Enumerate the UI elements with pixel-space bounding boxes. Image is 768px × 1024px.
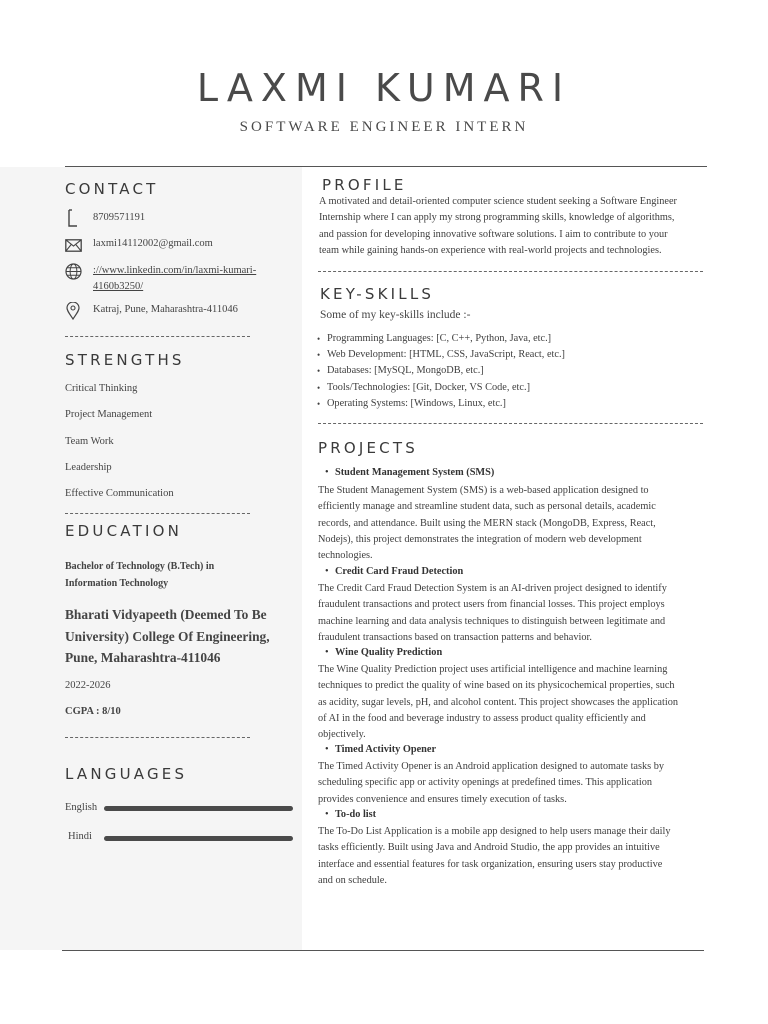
college-line1: Bharati Vidyapeeth (Deemed To Be	[65, 607, 267, 622]
project-line: machine learning and data analysis techniques to distinguish between legitimate and	[318, 615, 666, 627]
education-title: EDUCATION	[65, 522, 182, 540]
project-line: records, and attendance. Built using the MERN stack (MongoDB, Express, React,	[318, 517, 656, 529]
project-line: efficiently manage and streamline student data, such as personal details, academic	[318, 501, 656, 513]
contact-title: CONTACT	[65, 180, 159, 198]
project-line: objectively.	[318, 729, 366, 741]
project-description	[318, 662, 708, 743]
profile-line: A motivated and detail-oriented computer science student seeking a Software Engineer	[319, 196, 677, 207]
profile-title: PROFILE	[322, 176, 407, 194]
strengths-title: STRENGTHS	[65, 351, 185, 369]
language-level-bar	[104, 836, 293, 841]
project-line: interface and essential features for task organization, ensuring users stay productive	[318, 858, 663, 870]
project-description	[318, 824, 708, 889]
resume-name: LAXMI KUMARI	[196, 66, 572, 110]
language-name: English	[65, 802, 98, 813]
project-line: tasks efficiently. Built using Java and Android Studio, the app provides an intuitive	[318, 842, 660, 854]
skill-item: • Databases: [MySQL, MongoDB, etc.]	[317, 363, 707, 379]
mail-icon	[65, 239, 82, 252]
education-years: 2022-2026	[65, 680, 111, 691]
project-line: The Student Management System (SMS) is a web-based application designed to	[318, 485, 649, 496]
globe-icon	[65, 263, 82, 280]
profile-line: Internship where I can apply my strong programming skills, knowledge of algorithms,	[319, 212, 675, 224]
contact-address: Katraj, Pune, Maharashtra-411046	[93, 304, 238, 315]
project-line: technologies.	[318, 550, 373, 562]
resume-role: SOFTWARE ENGINEER INTERN	[239, 119, 529, 135]
education-divider	[65, 737, 250, 738]
college-line2: University) College Of Engineering,	[65, 629, 270, 644]
location-pin-icon	[66, 302, 80, 320]
project-line: Nodejs), this project demonstrates the integration of modern web development	[318, 533, 642, 545]
contact-divider	[65, 336, 250, 337]
phone-icon	[64, 208, 78, 228]
project-line: and on schedule.	[318, 874, 387, 886]
education-cgpa: CGPA : 8/10	[65, 706, 121, 717]
project-line: of AI in the food and beverage industry to assess product quality efficiently and	[318, 712, 646, 724]
project-line: The To-Do List Application is a mobile app designed to help users manage their daily	[318, 826, 671, 837]
project-line: techniques to predict the quality of wine based on its physicochemical properties, such	[318, 680, 675, 692]
footer-divider	[62, 950, 704, 951]
skills-divider	[318, 423, 703, 424]
project-line: scheduling specific app or activity openings at predefined times. This application	[318, 777, 653, 789]
skill-item: • Programming Languages: [C, C++, Python, Java, etc.]	[317, 331, 707, 347]
strength-item: Effective Communication	[65, 488, 174, 499]
project-title: • To-do list	[317, 809, 376, 820]
sidebar	[0, 167, 302, 950]
strength-item: Team Work	[65, 436, 114, 447]
language-level-bar	[104, 806, 293, 811]
project-description	[318, 483, 708, 564]
header-divider	[65, 166, 707, 167]
skill-item: • Web Development: [HTML, CSS, JavaScript, React, etc.]	[317, 347, 707, 363]
profile-text	[319, 194, 709, 259]
project-title: • Student Management System (SMS)	[317, 467, 494, 478]
projects-title: PROJECTS	[318, 439, 418, 457]
skill-item: • Tools/Technologies: [Git, Docker, VS Code, etc.]	[317, 380, 707, 396]
college-line3: Pune, Maharashtra-411046	[65, 650, 221, 665]
strength-item: Project Management	[65, 409, 153, 420]
project-line: fraudulent transactions based on transaction patterns and behavior.	[318, 631, 592, 643]
contact-phone: 8709571191	[93, 212, 146, 223]
project-title: • Wine Quality Prediction	[317, 647, 442, 658]
project-title: • Timed Activity Opener	[317, 744, 436, 755]
languages-title: LANGUAGES	[65, 765, 188, 783]
contact-email[interactable]: laxmi14112002@gmail.com	[93, 238, 213, 249]
project-line: as acidity, sugar levels, pH, and alcohol content. This project showcases the application	[318, 696, 679, 708]
skills-list	[317, 331, 707, 412]
project-line: The Timed Activity Opener is an Android application designed to automate tasks by	[318, 761, 665, 772]
profile-line: team while gaining hands-on experience with real-world projects and technologies.	[319, 244, 662, 256]
language-name: Hindi	[68, 831, 92, 842]
profile-line: and passion for developing innovative software solutions. I aim to contribute to your	[319, 228, 668, 240]
degree-line1: Bachelor of Technology (B.Tech) in	[65, 561, 215, 572]
skill-item: • Operating Systems: [Windows, Linux, etc.]	[317, 396, 707, 412]
contact-linkedin-line1[interactable]: ://www.linkedin.com/in/laxmi-kumari-	[93, 265, 257, 276]
project-description	[318, 759, 708, 808]
project-line: The Wine Quality Prediction project uses artificial intelligence and machine learning	[318, 664, 668, 675]
strengths-divider	[65, 513, 250, 514]
degree-line2: Information Technology	[65, 578, 169, 589]
strength-item: Critical Thinking	[65, 383, 138, 394]
project-line: provides convenience and ensures timely execution of tasks.	[318, 793, 567, 805]
contact-linkedin-line2[interactable]: 4160b3250/	[93, 281, 144, 292]
project-title: • Credit Card Fraud Detection	[317, 566, 463, 577]
profile-divider	[318, 271, 703, 272]
skills-title: KEY-SKILLS	[320, 285, 435, 303]
strength-item: Leadership	[65, 462, 112, 473]
skills-intro: Some of my key-skills include :-	[320, 309, 471, 321]
project-description	[318, 581, 708, 646]
project-line: The Credit Card Fraud Detection System is an AI-driven project designed to identify	[318, 583, 667, 594]
project-line: fraudulent transactions and protect users from financial losses. This project employs	[318, 599, 665, 611]
